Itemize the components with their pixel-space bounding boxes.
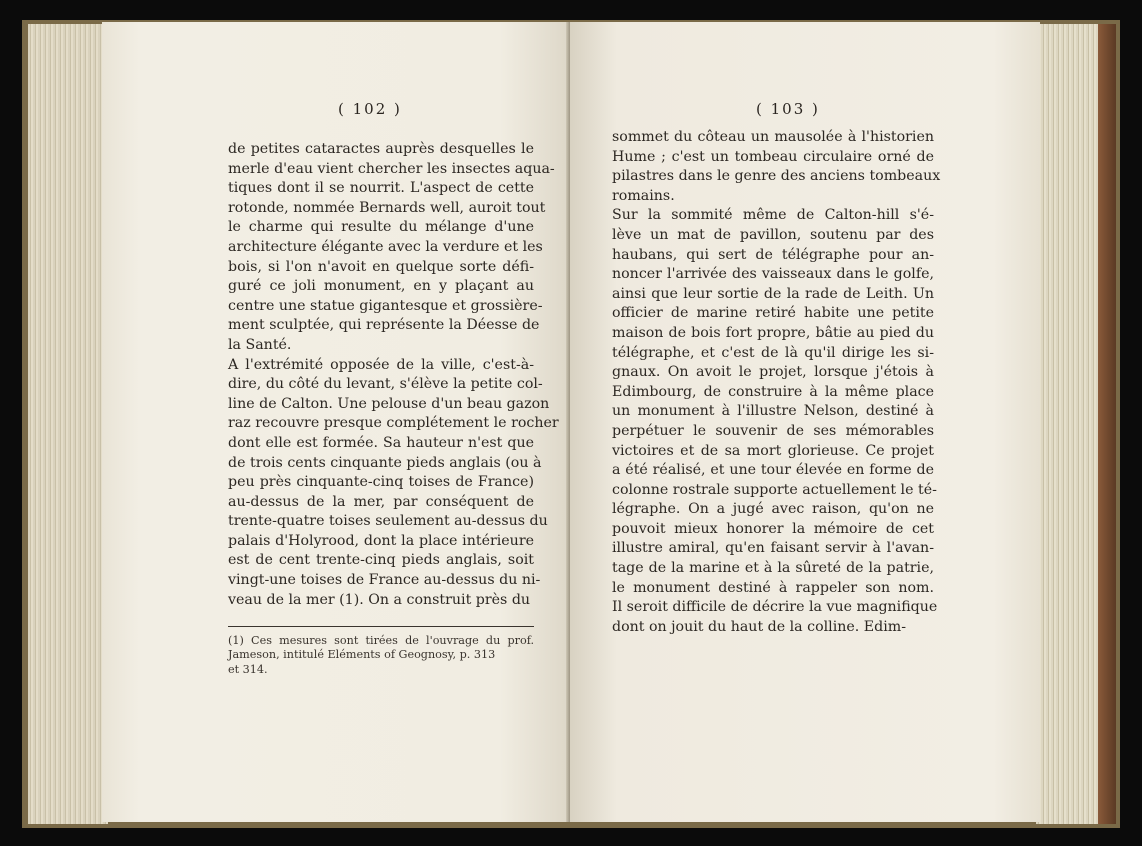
right-page — [570, 22, 1040, 822]
right-page-number: ( 103 ) — [756, 100, 820, 118]
text-line: vingt-une toises de France au-dessus du ni- — [228, 572, 541, 589]
text-line: haubans, qui sert de télégraphe pour an- — [612, 246, 934, 263]
text-line: Jameson, intitulé Eléments of Geognosy, p. 313 — [228, 648, 496, 662]
text-line: officier de marine retiré habite une petite — [612, 305, 934, 322]
text-line: illustre amiral, qu'en faisant servir à l'avan- — [612, 540, 934, 557]
text-line: de trois cents cinquante pieds anglais (ou à — [228, 454, 542, 471]
text-line: tage de la marine et à la sûreté de la patrie, — [612, 560, 934, 577]
text-line: Hume ; c'est un tombeau circulaire orné de — [612, 148, 934, 165]
text-line: maison de bois fort propre, bâtie au pied du — [612, 324, 934, 341]
text-line: raz recouvre presque complétement le rocher — [228, 415, 559, 432]
text-line: peu près cinquante-cinq toises de France) — [228, 474, 534, 491]
left-page-edges — [28, 24, 108, 824]
text-line: rotonde, nommée Bernards well, auroit tout — [228, 199, 546, 216]
text-line: de petites cataractes auprès desquelles le — [228, 141, 534, 157]
text-line: Edimbourg, de construire à la même place — [612, 383, 934, 400]
text-line: télégraphe, et c'est de là qu'il dirige les si- — [612, 344, 934, 361]
text-line: a été réalisé, et une tour élevée en forme de — [612, 462, 934, 479]
text-line: perpétuer le souvenir de ses mémorables — [612, 422, 934, 439]
text-line: lève un mat de pavillon, soutenu par des — [612, 226, 934, 243]
text-line: est de cent trente-cinq pieds anglais, soit — [228, 552, 534, 569]
text-line: tiques dont il se nourrit. L'aspect de cette — [228, 180, 534, 197]
text-line: bois, si l'on n'avoit en quelque sorte défi- — [228, 258, 534, 275]
text-line: noncer l'arrivée des vaisseaux dans le golfe, — [612, 266, 934, 283]
text-line: Il seroit difficile de décrire la vue magnifique — [612, 599, 938, 616]
text-line: veau de la mer (1). On a construit près du — [228, 591, 531, 608]
text-line: centre une statue gigantesque et grossière- — [228, 297, 543, 314]
left-page-body — [228, 140, 559, 610]
text-line: (1) Ces mesures sont tirées de l'ouvrage du prof. — [228, 634, 534, 647]
text-line: Sur la sommité même de Calton-hill s'é- — [612, 207, 934, 224]
text-line: dont on jouit du haut de la colline. Edim- — [612, 618, 907, 635]
text-line: line de Calton. Une pelouse d'un beau gazon — [228, 395, 550, 412]
text-line: gnaux. On avoit le projet, lorsque j'étois à — [612, 364, 934, 381]
left-page-number: ( 102 ) — [338, 100, 402, 118]
text-line: colonne rostrale supporte actuellement le té- — [612, 481, 937, 498]
text-line: romains. — [612, 187, 675, 204]
text-line: dont elle est formée. Sa hauteur n'est que — [228, 434, 534, 451]
text-line: palais d'Holyrood, dont la place intérieure — [228, 532, 534, 549]
text-line: la Santé. — [228, 336, 292, 353]
text-line: au-dessus de la mer, par conséquent de — [228, 493, 534, 510]
text-line: victoires et de sa mort glorieuse. Ce projet — [612, 442, 934, 459]
text-line: trente-quatre toises seulement au-dessus du — [228, 513, 548, 530]
footnote — [228, 634, 534, 677]
text-line: le monument destiné à rappeler son nom. — [612, 579, 934, 596]
right-page-body — [612, 128, 941, 637]
text-line: le charme qui resulte du mélange d'une — [228, 219, 534, 236]
left-page — [102, 22, 570, 822]
text-line: et 314. — [228, 662, 268, 676]
text-line: A l'extrémité opposée de la ville, c'est-à- — [228, 356, 534, 373]
text-line: pilastres dans le genre des anciens tombeaux — [612, 168, 941, 185]
right-cover-edge — [1098, 24, 1116, 824]
text-line: ainsi que leur sortie de la rade de Leith. Un — [612, 285, 934, 302]
text-line: légraphe. On a jugé avec raison, qu'on ne — [612, 501, 934, 518]
text-line: pouvoit mieux honorer la mémoire de cet — [612, 520, 934, 537]
text-line: ment sculptée, qui représente la Déesse de — [228, 317, 540, 334]
text-line: architecture élégante avec la verdure et les — [228, 238, 543, 255]
footnote-rule — [228, 626, 534, 627]
text-line: guré ce joli monument, en y plaçant au — [228, 278, 534, 295]
text-line: merle d'eau vient chercher les insectes aqua- — [228, 160, 555, 177]
text-line: sommet du côteau un mausolée à l'historien — [612, 129, 934, 145]
text-line: dire, du côté du levant, s'élève la petite col- — [228, 376, 543, 393]
text-line: un monument à l'illustre Nelson, destiné à — [612, 403, 934, 420]
